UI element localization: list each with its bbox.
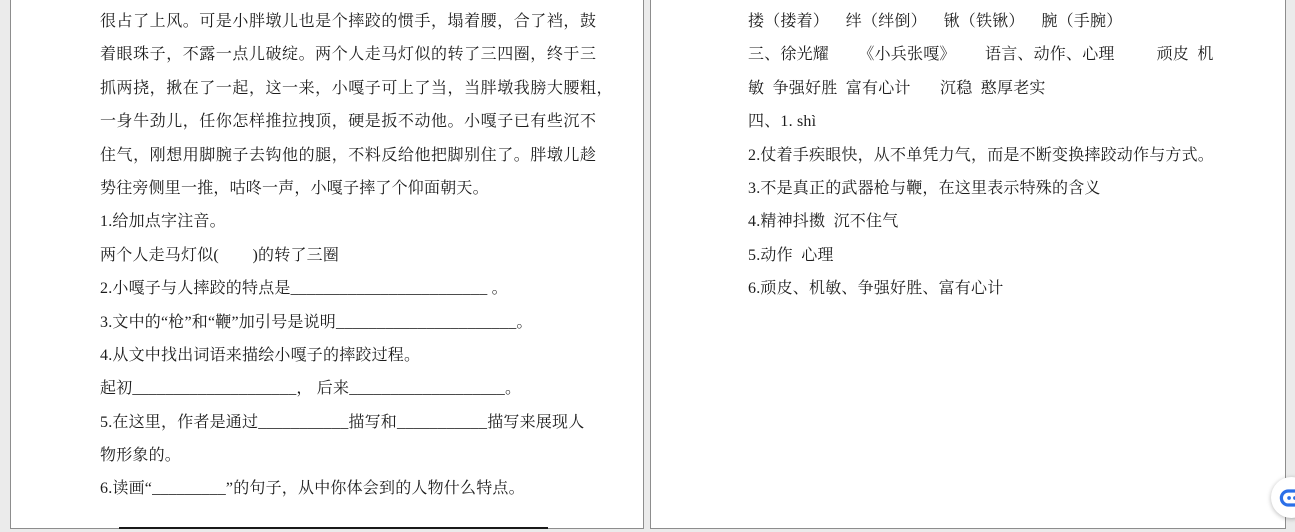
text-line: 2.小嘎子与人摔跤的特点是________________________ 。 xyxy=(100,280,508,298)
text-line: 5.动作 心理 xyxy=(748,246,834,264)
text-line: 起初____________________， 后来___________________。 xyxy=(100,380,522,398)
text-line: 1.给加点字注音。 xyxy=(100,213,226,231)
right-page-text xyxy=(748,5,1248,306)
text-line: 4.从文中找出词语来描绘小嘎子的摔跤过程。 xyxy=(100,346,421,364)
text-line: 物形象的。 xyxy=(100,447,182,465)
text-line: 5.在这里，作者是通过___________描写和___________描写来展现人 xyxy=(100,413,585,431)
text-line: 两个人走马灯似( )的转了三圈 xyxy=(100,246,340,264)
text-line: 敏 争强好胜 富有心计 沉稳 憨厚老实 xyxy=(748,79,1046,97)
text-line: 一身牛劲儿，任你怎样推拉拽顶，硬是扳不动他。小嘎子已有些沉不 xyxy=(100,113,597,131)
text-line: 2.仗着手疾眼快，从不单凭力气，而是不断变换摔跤动作与方式。 xyxy=(748,146,1215,164)
document-page-left xyxy=(10,0,644,529)
robot-face-icon xyxy=(1279,485,1295,511)
text-line: 住气，刚想用脚腕子去钩他的腿，不料反给他把脚别住了。胖墩儿趁 xyxy=(100,146,597,164)
text-line: 6.顽皮、机敏、争强好胜、富有心计 xyxy=(748,280,1004,298)
text-line: 着眼珠子，不露一点儿破绽。两个人走马灯似的转了三四圈，终于三 xyxy=(100,46,597,64)
answer-underline xyxy=(119,527,548,529)
text-line: 抓两挠，揪在了一起，这一来，小嘎子可上了当，当胖墩我膀大腰粗， xyxy=(100,79,614,97)
text-line: 3.文中的“枪”和“鞭”加引号是说明______________________。 xyxy=(100,313,533,331)
document-page-right xyxy=(650,0,1286,529)
left-page-text xyxy=(100,5,614,506)
text-line: 搂（搂着） 绊（绊倒） 锹（铁锹） 腕（手腕） xyxy=(748,13,1123,30)
text-line: 6.读画“_________”的句子，从中你体会到的人物什么特点。 xyxy=(100,480,525,498)
robot-eye-left xyxy=(1287,496,1291,500)
text-line: 势往旁侧里一推，咕咚一声，小嘎子摔了个仰面朝天。 xyxy=(100,179,489,197)
text-line: 三、徐光耀 《小兵张嘎》 语言、动作、心理 顽皮 机 xyxy=(748,46,1214,64)
text-line: 3.不是真正的武器枪与鞭，在这里表示特殊的含义 xyxy=(748,179,1101,197)
text-line: 四、1. shì xyxy=(748,113,817,131)
text-line: 4.精神抖擞 沉不住气 xyxy=(748,213,899,231)
text-line: 很占了上风。可是小胖墩儿也是个摔跤的惯手，塌着腰，合了裆，鼓 xyxy=(100,13,597,30)
